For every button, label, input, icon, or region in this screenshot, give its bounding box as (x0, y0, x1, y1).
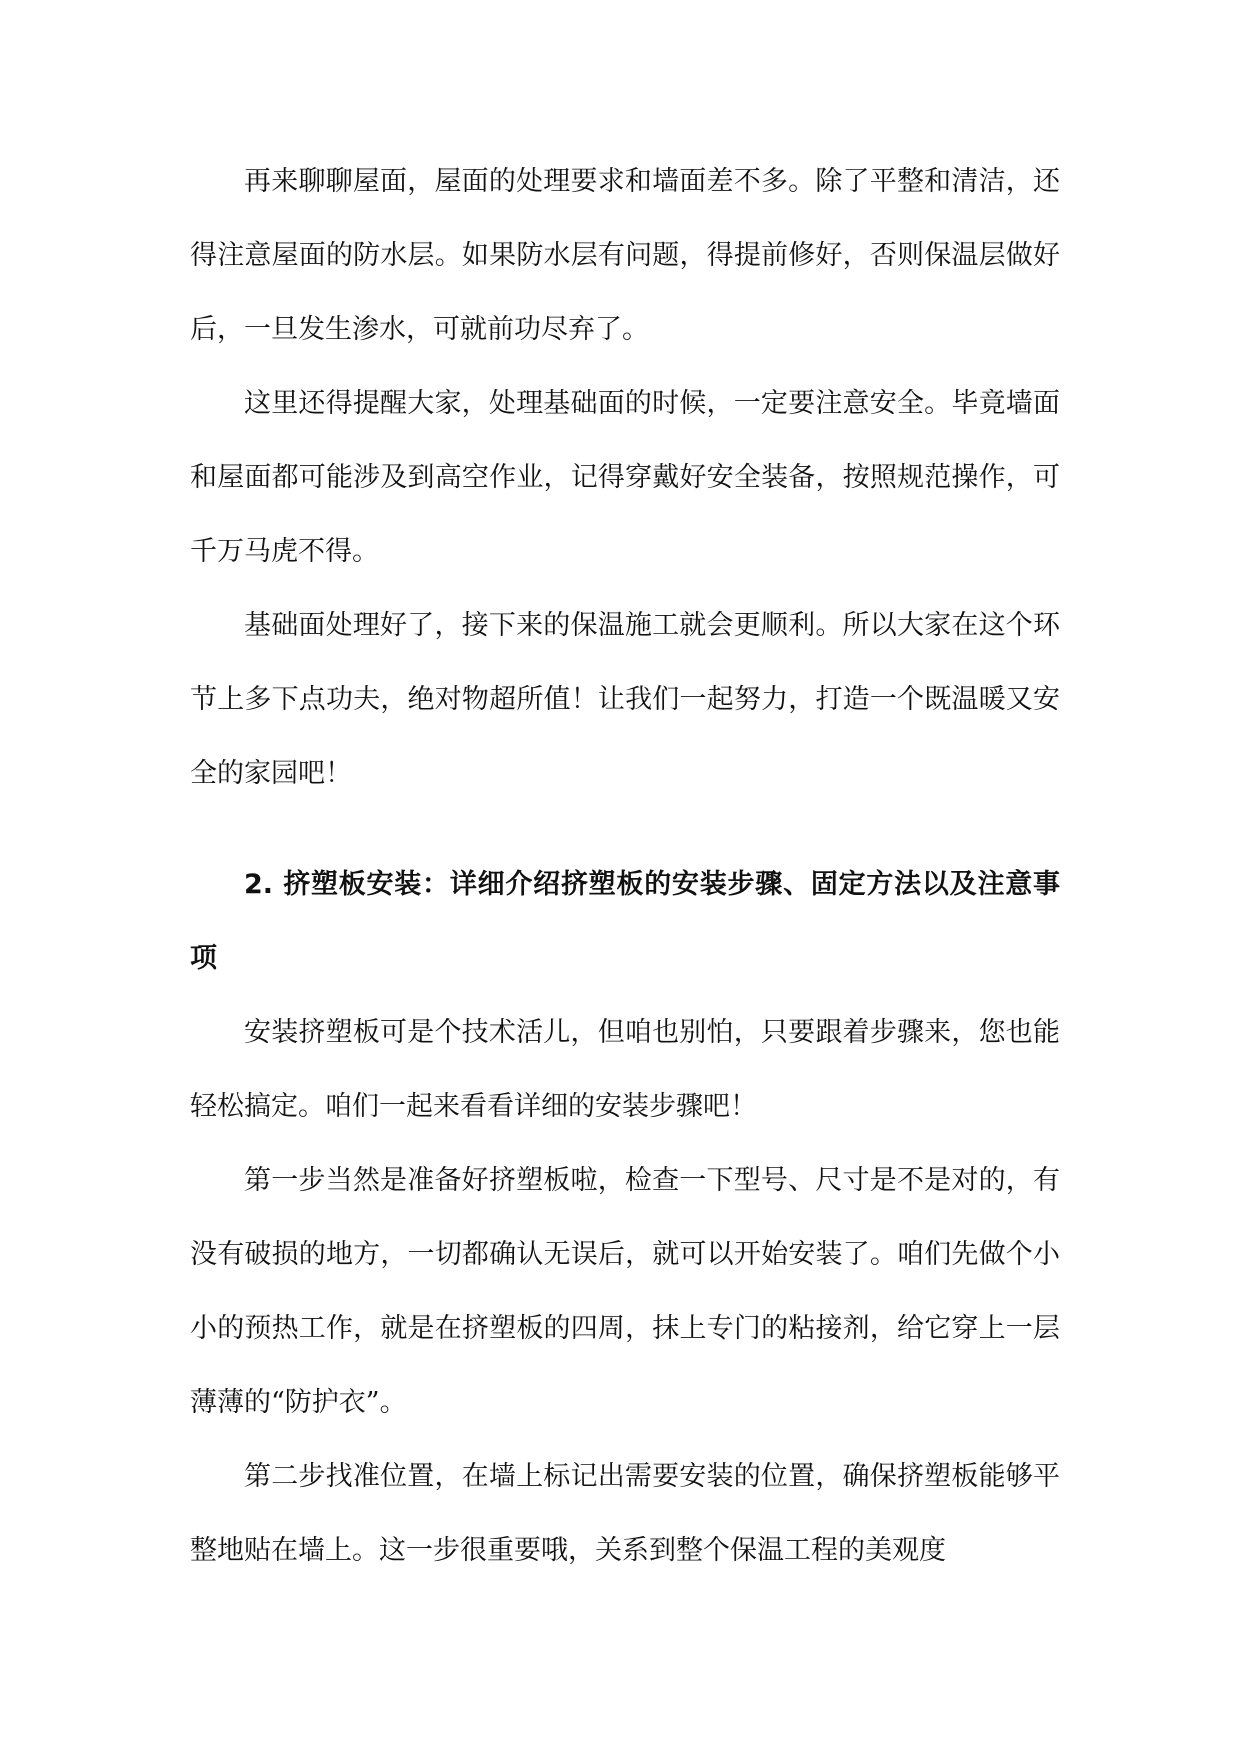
paragraph-intro: 安装挤塑板可是个技术活儿，但咱也别怕，只要跟着步骤来，您也能轻松搞定。咱们一起来看看详细的安装步骤吧！ (190, 1017, 1060, 1122)
paragraph-step-two: 第二步找准位置，在墙上标记出需要安装的位置，确保挤塑板能够平整地贴在墙上。这一步很重要哦，关系到整个保温工程的美观度 (190, 1461, 1060, 1566)
paragraph-roof: 再来聊聊屋面，屋面的处理要求和墙面差不多。除了平整和清洁，还得注意屋面的防水层。如果防水层有问题，得提前修好，否则保温层做好后，一旦发生渗水，可就前功尽弃了。 (190, 166, 1060, 345)
document-body (190, 145, 1060, 1588)
paragraph-safety: 这里还得提醒大家，处理基础面的时候，一定要注意安全。毕竟墙面和屋面都可能涉及到高空作业，记得穿戴好安全装备，按照规范操作，可千万马虎不得。 (190, 388, 1060, 567)
section-heading: 2. 挤塑板安装：详细介绍挤塑板的安装步骤、固定方法以及注意事项 (190, 869, 1060, 974)
paragraph-summary: 基础面处理好了，接下来的保温施工就会更顺利。所以大家在这个环节上多下点功夫，绝对物超所值！让我们一起努力，打造一个既温暖又安全的家园吧！ (190, 610, 1060, 789)
paragraph-step-one: 第一步当然是准备好挤塑板啦，检查一下型号、尺寸是不是对的，有没有破损的地方，一切都确认无误后，就可以开始安装了。咱们先做个小小的预热工作，就是在挤塑板的四周，抹上专门的粘接剂，给它穿上一层薄薄的“防护衣”。 (190, 1165, 1060, 1418)
